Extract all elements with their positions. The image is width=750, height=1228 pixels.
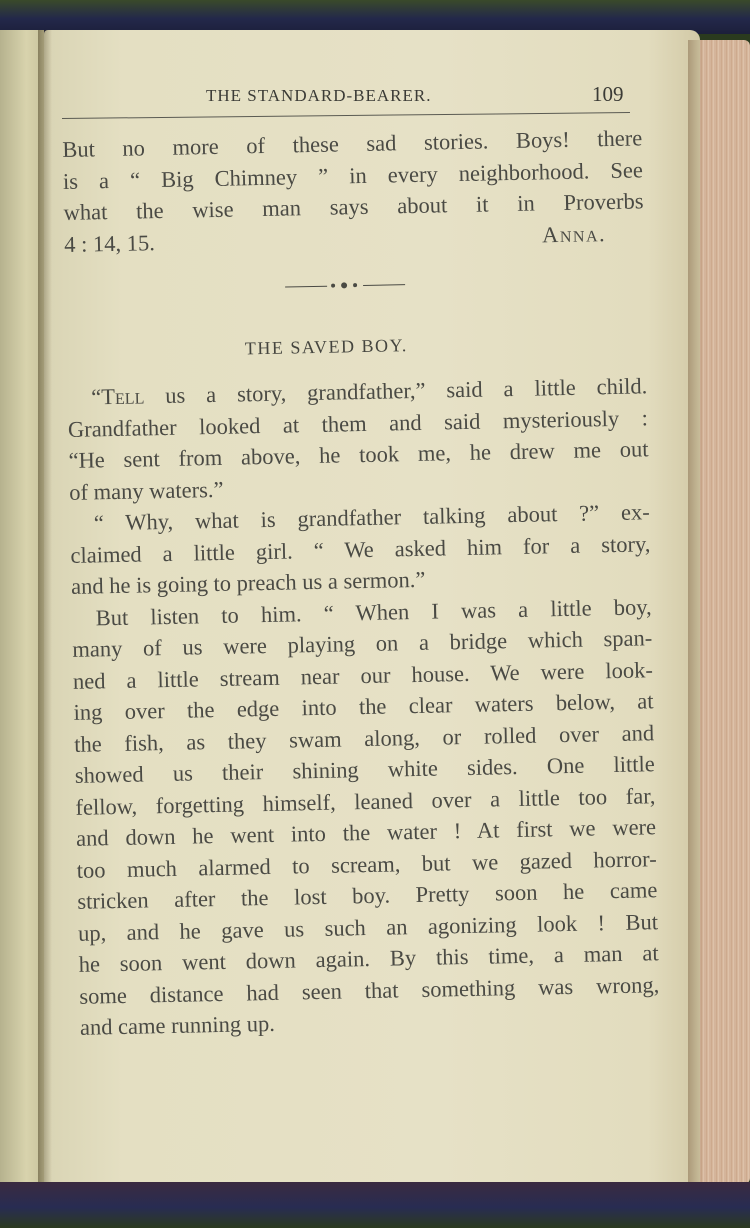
text-line: Grandfather looked at them and said mysteriously : xyxy=(67,404,649,442)
story-title: THE SAVED BOY. xyxy=(244,334,408,358)
text-line: the fish, as they swam along, or rolled over and xyxy=(73,719,655,757)
text-line: us a story, grandfather,” said a little child. xyxy=(165,373,648,408)
page-text xyxy=(62,122,660,1043)
drop-word: “Tell xyxy=(91,383,145,410)
text-line: But listen to him. “ When I was a little boy, xyxy=(95,593,652,630)
text-line: and came running up. xyxy=(79,1010,276,1040)
text-line: “ Why, what is grandfather talking about ?” ex- xyxy=(93,499,650,536)
text-line: too much alarmed to scream, but we gazed horror- xyxy=(76,845,657,883)
book-cover-top-edge xyxy=(0,0,750,34)
gutter-shadow xyxy=(38,30,52,1190)
text-line: and down he went into the water ! At first we were xyxy=(75,814,657,851)
text-line: some distance had seen that something was wrong, xyxy=(79,971,660,1009)
text-line: 4 : 14, 15. xyxy=(63,229,156,257)
author-signature: Anna. xyxy=(541,221,607,248)
text-line: he soon went down again. By this time, a man at xyxy=(78,940,659,977)
text-line: ned a little stream near our house. We were look- xyxy=(72,656,654,694)
text-line: of many waters.” xyxy=(68,476,224,505)
page-edge-shadow xyxy=(688,40,704,1184)
text-line: showed us their shining white sides. One little xyxy=(74,751,656,788)
text-line: up, and he gave us such an agonizing look ! But xyxy=(77,908,659,946)
text-line: stricken after the lost boy. Pretty soon he came xyxy=(77,877,658,914)
text-line: what the wise man says about it in Proverbs xyxy=(63,188,644,225)
text-line: claimed a little girl. “ We asked him for a story, xyxy=(70,530,651,568)
running-head: THE STANDARD-BEARER. xyxy=(206,86,432,105)
text-line: “He sent from above, he took me, he drew me out xyxy=(68,436,649,473)
book-cover-bottom-edge xyxy=(0,1182,750,1228)
text-line: ing over the edge into the clear waters below, at xyxy=(73,688,654,725)
page-number: 109 xyxy=(592,82,624,106)
text-line: But no more of these sad stories. Boys! there xyxy=(62,125,643,162)
text-line: many of us were playing on a bridge which span- xyxy=(72,625,653,662)
text-line: fellow, forgetting himself, leaned over a little too far, xyxy=(75,782,656,820)
text-line: and he is going to preach us a sermon.” xyxy=(70,566,426,599)
text-line: is a “ Big Chimney ” in every neighborhood. See xyxy=(62,156,644,194)
section-divider-ornament xyxy=(285,278,405,294)
